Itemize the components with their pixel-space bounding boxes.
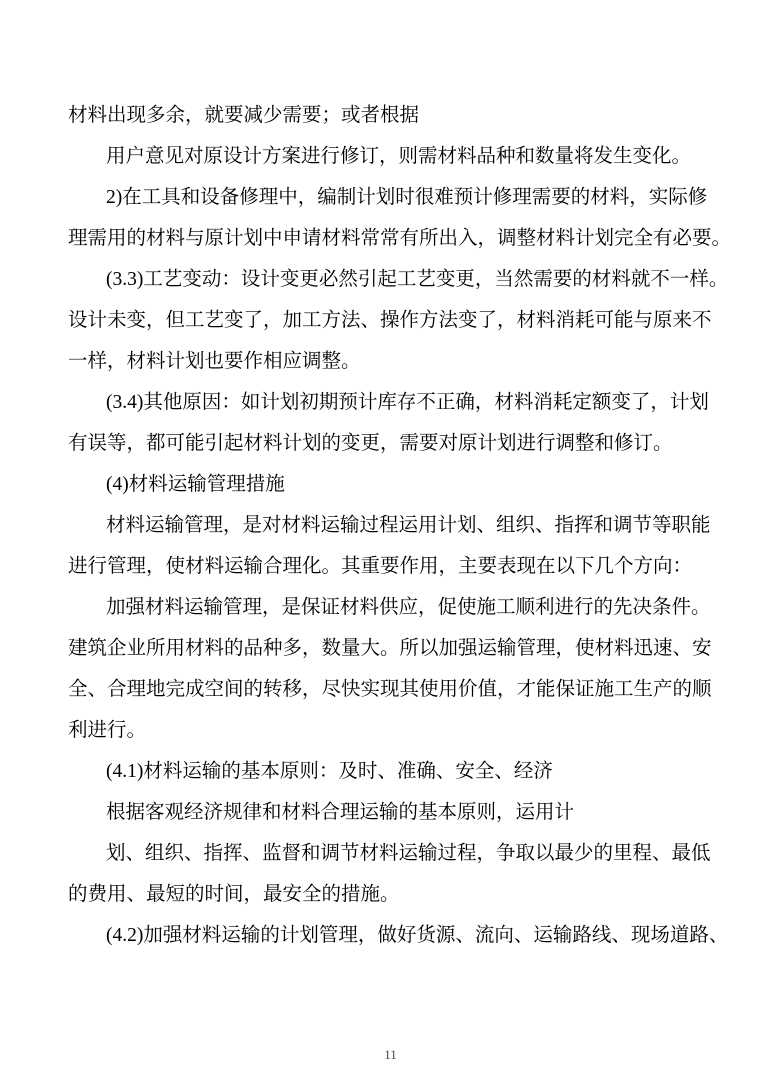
text-line: 加强材料运输管理，是保证材料供应，促使施工顺利进行的先决条件。 [106,597,711,618]
text-line: 进行管理，使材料运输合理化。其重要作用，主要表现在以下几个方向： [68,556,693,577]
text-line: 理需用的材料与原计划中申请材料常常有所出入，调整材料计划完全有必要。 [68,228,732,249]
text-line: 材料运输管理，是对材料运输过程运用计划、组织、指挥和调节等职能 [106,515,711,536]
text-line: 的费用、最短的时间，最安全的措施。 [68,884,400,905]
text-line: (3.4)其他原因：如计划初期预计库存不正确，材料消耗定额变了，计划 [106,392,709,413]
body-text [68,95,761,956]
text-line: (4)材料运输管理措施 [106,474,285,495]
text-line: 用户意见对原设计方案进行修订，则需材料品种和数量将发生变化。 [106,146,692,167]
text-line: 全、合理地完成空间的转移，尽快实现其使用价值，才能保证施工生产的顺 [68,679,712,700]
text-line: (3.3)工艺变动：设计变更必然引起工艺变更，当然需要的材料就不一样。 [106,269,729,290]
page-number: 11 [384,1047,397,1062]
text-line: 根据客观经济规律和材料合理运输的基本原则，运用计 [106,802,575,823]
text-line: 2)在工具和设备修理中，编制计划时很难预计修理需要的材料，实际修 [106,187,708,208]
text-line: 一样，材料计划也要作相应调整。 [68,351,361,372]
text-line: (4.1)材料运输的基本原则：及时、准确、安全、经济 [106,761,553,782]
text-line: 材料出现多余，就要减少需要；或者根据 [68,105,420,126]
text-line: 有误等，都可能引起材料计划的变更，需要对原计划进行调整和修订。 [68,433,673,454]
text-line: 划、组织、指挥、监督和调节材料运输过程，争取以最少的里程、最低 [106,843,711,864]
text-line: 利进行。 [68,720,147,741]
text-line: 设计未变，但工艺变了，加工方法、操作方法变了，材料消耗可能与原来不 [68,310,712,331]
text-line: 建筑企业所用材料的品种多，数量大。所以加强运输管理，使材料迅速、安 [68,638,712,659]
text-line: (4.2)加强材料运输的计划管理，做好货源、流向、运输路线、现场道路、 [106,925,729,946]
